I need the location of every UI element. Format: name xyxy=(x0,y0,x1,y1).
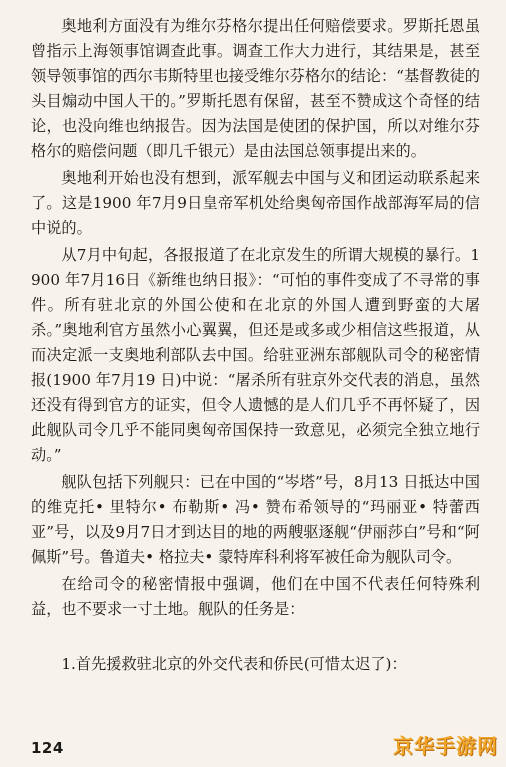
list-item-1: 1.首先援救驻北京的外交代表和侨民(可惜太迟了)： xyxy=(61,655,407,673)
paragraph-2: 奥地利开始也没有想到，派军舰去中国与义和团运动联系起来了。这是1900 年7月9日皇帝军机处给奥匈帝国作战部海军局的信中说的。 xyxy=(31,169,480,237)
watermark-logo: 京华手游网 xyxy=(393,734,498,758)
paragraph-3: 从7月中旬起，各报报道了在北京发生的所谓大规模的暴行。1900 年7月16日《新维也纳日报》：“可怕的事件变成了不寻常的事件。所有驻北京的外国公使和在北京的外国人遭到野蛮的大屠杀。”奥地利官方虽然小心翼翼，但还是或多或少相信这些报道，从而决定派一支奥地利部队去中国。给驻亚洲东部舰队司令的秘密情报(1900 年7月19 日)中说：“屠杀所有驻京外交代表的消息，虽然还没有得到官方的证实，但令人遗憾的是人们几乎不再怀疑了，因此舰队司令几乎不能同奥匈帝国保持一致意见，必须完全独立地行动。” xyxy=(31,246,480,464)
page-number: 124 xyxy=(31,739,64,757)
paragraph-4: 舰队包括下列舰只：已在中国的“岑塔”号，8月13 日抵达中国的维克托• 里特尔• 布勒斯• 冯• 赞布希领导的“玛丽亚• 特蕾西亚”号，以及9月7日才到达目的地的两艘驱逐舰“伊丽莎白”号和“阿佩斯”号。鲁道夫• 格拉夫• 蒙特库科利将军被任命为舰队司令。 xyxy=(31,473,480,566)
paragraph-5: 在给司令的秘密情报中强调，他们在中国不代表任何特殊利益，也不要求一寸土地。舰队的任务是： xyxy=(31,575,480,618)
body-text xyxy=(31,14,480,677)
paragraph-1: 奥地利方面没有为维尔芬格尔提出任何赔偿要求。罗斯托恩虽曾指示上海领事馆调查此事。调查工作大力进行，其结果是，甚至领导领事馆的西尔韦斯特里也接受维尔芬格尔的结论：“基督教徒的头目煽动中国人干的。”罗斯托恩有保留，甚至不赞成这个奇怪的结论，也没向维也纳报告。因为法国是使团的保护国，所以对维尔芬格尔的赔偿问题（即几千银元）是由法国总领事提出来的。 xyxy=(31,17,480,160)
